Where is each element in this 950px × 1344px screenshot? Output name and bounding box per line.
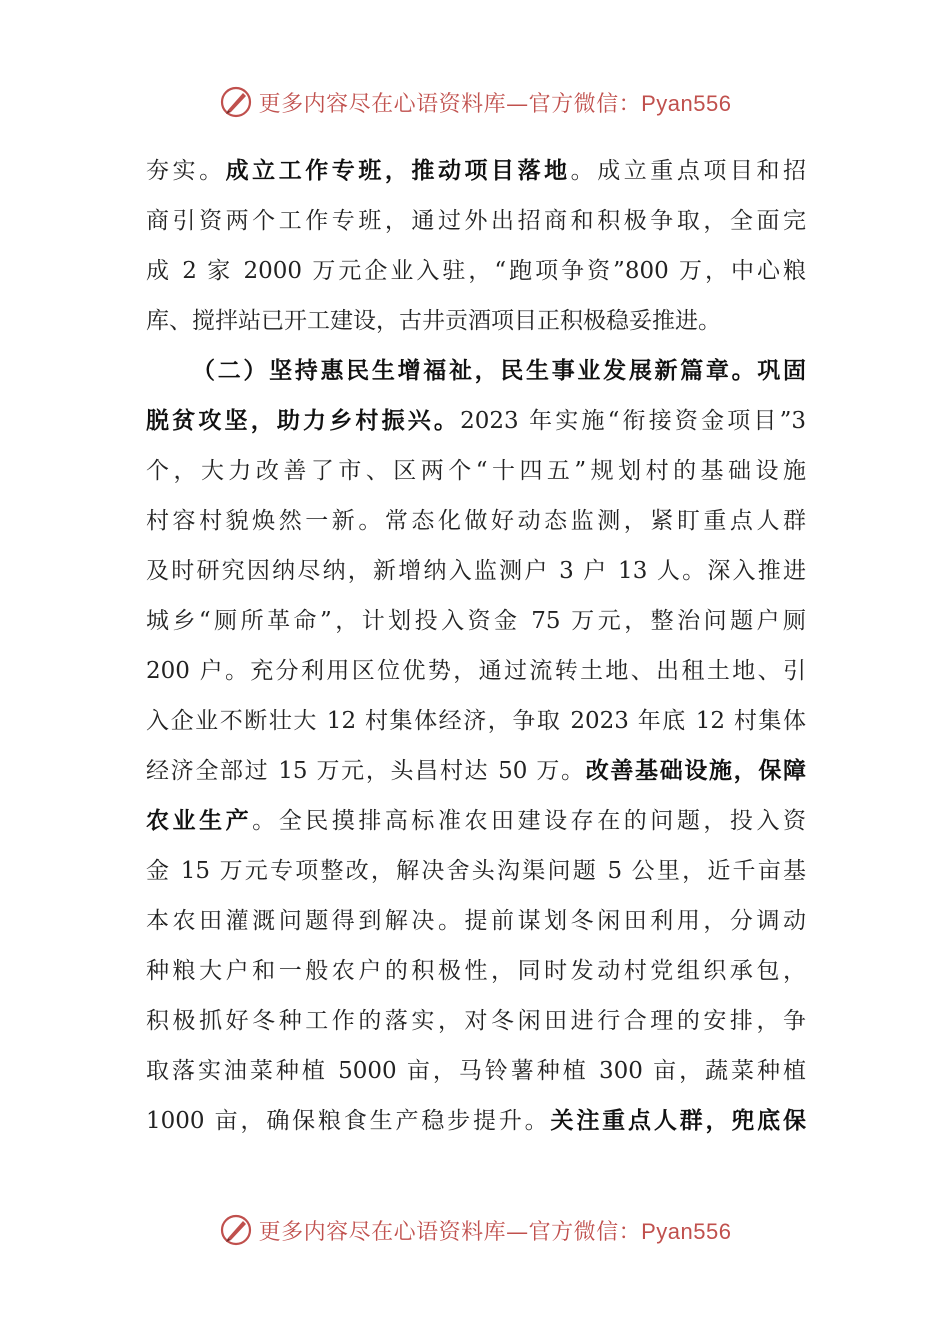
text-segment: 村容村貌焕然一新。常态化做好动态监测，紧盯重点人群 (146, 508, 806, 534)
text-segment: 商引资两个工作专班，通过外出招商和积极争取，全面完 (146, 208, 806, 234)
text-segment: 入企业不断壮大 12 村集体经济，争取 2023 年底 12 村集体 (146, 708, 806, 734)
wechat-id: Pyan556 (641, 90, 732, 116)
text-segment: 本农田灌溉问题得到解决。提前谋划冬闲田利用，分调动 (146, 908, 806, 934)
text-line (146, 696, 806, 746)
text-segment: 个，大力改善了市、区两个“十四五”规划村的基础设施 (146, 458, 806, 484)
text-line (146, 1046, 806, 1096)
text-line (146, 846, 806, 896)
footer-watermark (0, 1210, 950, 1250)
header-watermark (0, 82, 950, 122)
text-line (146, 1096, 806, 1146)
bold-text-segment: 农业生产 (146, 807, 253, 834)
text-segment: 。成立重点项目和招 (570, 158, 806, 184)
wechat-id: Pyan556 (641, 1218, 732, 1244)
text-line (146, 196, 806, 246)
text-line (146, 746, 806, 796)
text-line (146, 396, 806, 446)
text-segment: 200 户。充分利用区位优势，通过流转土地、出租土地、引 (146, 658, 806, 684)
text-segment: 种粮大户和一般农户的积极性，同时发动村党组织承包， (146, 958, 806, 984)
text-line (146, 596, 806, 646)
watermark-text: 更多内容尽在心语资料库—官方微信：Pyan556 (258, 90, 732, 117)
bold-text-segment: 改善基础设施，保障 (585, 757, 806, 784)
text-line (146, 896, 806, 946)
text-line (146, 796, 806, 846)
watermark-text: 更多内容尽在心语资料库—官方微信：Pyan556 (258, 1218, 732, 1245)
text-segment: 金 15 万元专项整改，解决舍头沟渠问题 5 公里，近千亩基 (146, 858, 806, 884)
text-line (146, 546, 806, 596)
bold-text-segment: 成立工作专班，推动项目落地 (225, 157, 571, 184)
bold-text-segment: 关注重点人群，兜底保 (550, 1107, 806, 1134)
text-segment: 取落实油菜种植 5000 亩，马铃薯种植 300 亩，蔬菜种植 (146, 1058, 806, 1084)
text-segment: 经济全部过 15 万元，头昌村达 50 万。 (146, 758, 586, 784)
text-line (146, 946, 806, 996)
text-segment: 积极抓好冬种工作的落实，对冬闲田进行合理的安排，争 (146, 1008, 806, 1034)
text-line (146, 646, 806, 696)
text-segment: 。全民摸排高标准农田建设存在的问题，投入资 (252, 808, 806, 834)
text-segment: 及时研究因纳尽纳，新增纳入监测户 3 户 13 人。深入推进 (146, 558, 806, 584)
document-body (146, 146, 806, 1146)
text-segment: 库、搅拌站已开工建设，古井贡酒项目正积极稳妥推进。 (146, 308, 721, 334)
text-line (146, 996, 806, 1046)
text-line (146, 496, 806, 546)
pen-logo-icon (219, 1213, 253, 1247)
bold-text-segment: 脱贫攻坚，助力乡村振兴。 (146, 407, 461, 434)
text-line (146, 446, 806, 496)
text-line (146, 346, 806, 396)
text-segment: 1000 亩，确保粮食生产稳步提升。 (146, 1108, 551, 1134)
pen-logo-icon (219, 85, 253, 119)
text-segment: 城乡“厕所革命”，计划投入资金 75 万元，整治问题户厕 (146, 608, 806, 634)
text-line (146, 296, 806, 346)
text-segment: 夯实。 (146, 158, 226, 184)
text-segment: 2023 年实施“衔接资金项目”3 (460, 408, 806, 434)
bold-text-segment: （二）坚持惠民生增福祉，民生事业发展新篇章。巩固 (192, 357, 806, 384)
text-line (146, 246, 806, 296)
text-segment: 成 2 家 2000 万元企业入驻，“跑项争资”800 万，中心粮 (146, 258, 806, 284)
text-line (146, 146, 806, 196)
